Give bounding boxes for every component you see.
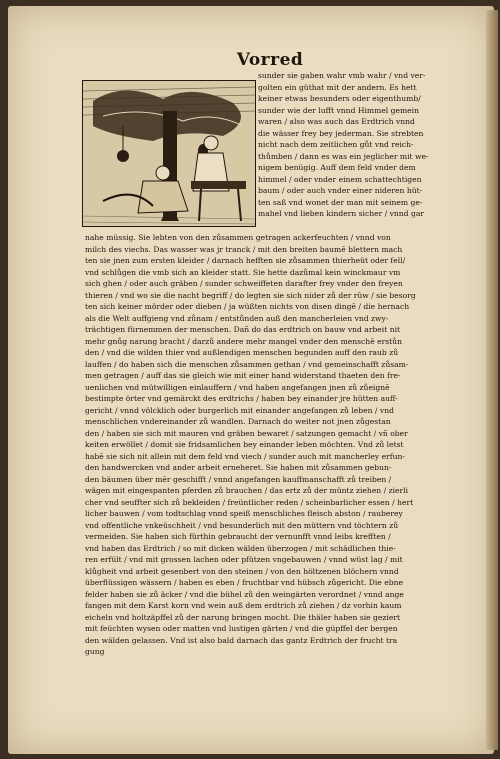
text-line: gung (85, 647, 105, 656)
text-line: mahel vnd lieben kindern sicher / vnnd gar (258, 209, 424, 218)
text-line: trächtigen fürnemmen der menschen. Dañ do das erdtrich on bauw vnd arbeit nit (85, 325, 401, 334)
text-line: waren / also was auch das Erdtrich vnnd (258, 117, 415, 126)
text-line: mit feüchten wysen oder matten vnd lustigen gärten / vnd die güpffel der bergen (85, 624, 398, 633)
text-line: keiner etwas besunders oder eigenthumb/ (258, 94, 421, 103)
woodcut-figures-under-tree-icon (83, 81, 255, 226)
text-line: thieren / vnd wo sie die nacht begriff / do legten sie sich nider zů der rûw / sie besorg (85, 290, 416, 300)
text-line: licher bauwen / vom todtschlag vnnd speiß menschliches fleisch abston / rauberey (85, 509, 403, 518)
text-line: men getragen / auff das sie gleich wie mit einer hand widerstand thaeten den fre- (85, 371, 401, 380)
text-line: klůgheit vnd arbeit gesenbert von den steinen / von den höltzenen blöchern vnnd (85, 566, 399, 576)
text-line: fangen mit dem Karst korn vnd wein auß dem erdtrich zů ziehen / dz vorhin kaum (85, 601, 402, 610)
text-line: cher vnd seuffter sich zů bekleiden / freüntlicher reden / scheinbarlicher essen / hert (85, 497, 414, 507)
text-line: vnd offentliche vnkeüschheit / vnd besunderlich mit den müttern vnd töchtern zů (85, 520, 399, 530)
text-line: ten saß vnd wonet der man mit seinem ge- (258, 197, 423, 207)
text-line: nicht nach dem zeitlichen gůt vnd reich- (258, 140, 414, 149)
page-edge (486, 10, 498, 750)
text-line: golten ein güthat mit der andern. Es hett (258, 82, 417, 92)
text-line: keiten erwöllet / domit sie fridsamlichen bey einander leben möchten. Vnd zů letst (85, 440, 404, 449)
text-column-beside-illustration (258, 70, 458, 220)
text-line: ren erfült / vnd mit grossen lachen oder pfützen vngebauwen / vnnd wüst lag / mit (85, 555, 403, 564)
text-line: lauffen / do haben sich die menschen zůsammen gethan / vnd gemeinschafft zůsam- (85, 359, 409, 369)
text-line: menschlichen vndereinander zů wandlen. Darnach do weiter not jnen zůgestan (85, 417, 391, 426)
text-line: milch des viechs. Das wasser was jr tranck / mit den breiten baumē blettern mach (85, 244, 403, 254)
text-line: sunder sie gaben wahr vmb wahr / vnd ver- (258, 71, 426, 80)
text-line: vnd haben das Erdtrich / so mit dicken wälden überzogen / mit schädlichen thie- (85, 543, 396, 553)
text-line: die wässer frey bey jederman. Sie strebten (258, 128, 424, 138)
text-line: ten sich keiner mörder oder dieben / ja wüßten nichts von disen dingē / die hernach (85, 302, 410, 311)
text-line: mehr gnůg narung bracht / darzů andere mehr mangel vnder den menschē erstůn (85, 336, 402, 346)
text-line: vermeiden. Sie haben sich fürthin gebraucht der vernunfft vnnd leibs krefften / (85, 532, 391, 541)
text-line: überflüssigen wässern / haben es eben / fruchtbar vnd hübsch zůgericht. Die ebne (85, 578, 403, 587)
text-line: ten sie jnen zum ersten kleider / darnach hefften sie zůsammen thierheüt oder fell/ (85, 256, 406, 265)
woodcut-illustration (82, 80, 256, 227)
text-line: felder haben sie zů äcker / vnd die bühel zů den weingärten verordnet / vnnd ange (85, 589, 404, 599)
text-line: bestimpte örter vnd gemärckt des erdtrichs / haben bey einander jre hütten auff- (85, 394, 398, 403)
text-line: sunder wie der lufft vnnd Himmel gemein (258, 105, 419, 115)
text-line: baum / oder auch vnder einer nideren hüt- (258, 186, 423, 195)
text-line: vnd schlůgen die vmb sich an kleider statt. Sie hette dazůmal kein winckmaur vm (85, 267, 401, 277)
page-title: Vorred (236, 50, 304, 70)
text-line: den / vnd die wilden thier vnd außlendigen menschen begunden auff den raub zů (85, 348, 399, 357)
text-line: sich ghen / oder auch gräben / sunder schweiffeten darafter frey vnder den freyen (85, 279, 403, 288)
text-line: den / haben sie sich mit mauren vnd gräben bewaret / satzungen gemacht / vñ ober (85, 428, 408, 438)
text-line: uenlichen vnd mütwilligen einlauffern / vnd haben angefangen jnen zů zůeignē (85, 382, 390, 392)
text-line: wägen mit eingespanten pferden zů brauchen / das ertz zů der müntz ziehen / zierli (85, 486, 408, 495)
text-line: den bäumen über mēr geschifft / vnnd angefangen kauffmanschafft zů treiben / (85, 474, 392, 484)
text-line: gericht / vnnd völcklich oder burgerlich mit einander angefangen zů leben / vnd (85, 405, 394, 415)
text-line: nahe müssig. Sie lebten von den zůsammen getragen ackerfeuchten / vnnd von (85, 233, 391, 242)
text-line: thůmben / dann es was ein jeglicher mit we- (258, 151, 429, 161)
text-body (85, 232, 463, 658)
text-line: als die Welt auffgieng vnd zůnam / entstůnden auß den mancherleien vnd zwy- (85, 313, 389, 323)
text-line: himmel / oder vnder einem schattechtigen (258, 174, 422, 184)
text-line: habē sie sich nit allein mit dem feld vnd viech / sunder auch mit mancherley erfun- (85, 451, 405, 461)
text-line: den handwercken vnd ander arbeit erneheret. Sie haben mit zůsammen gebun- (85, 463, 392, 472)
text-line: den wälden gelassen. Vnd ist also bald darnach das gantz Erdtrich der frucht tra (85, 635, 398, 645)
text-line: nigem benügig. Auff dem feld vnder dem (258, 163, 416, 172)
text-line: eicheln vnd holtzäpffel zů der narung bringen mocht. Die thäler haben sie geziert (85, 612, 401, 622)
